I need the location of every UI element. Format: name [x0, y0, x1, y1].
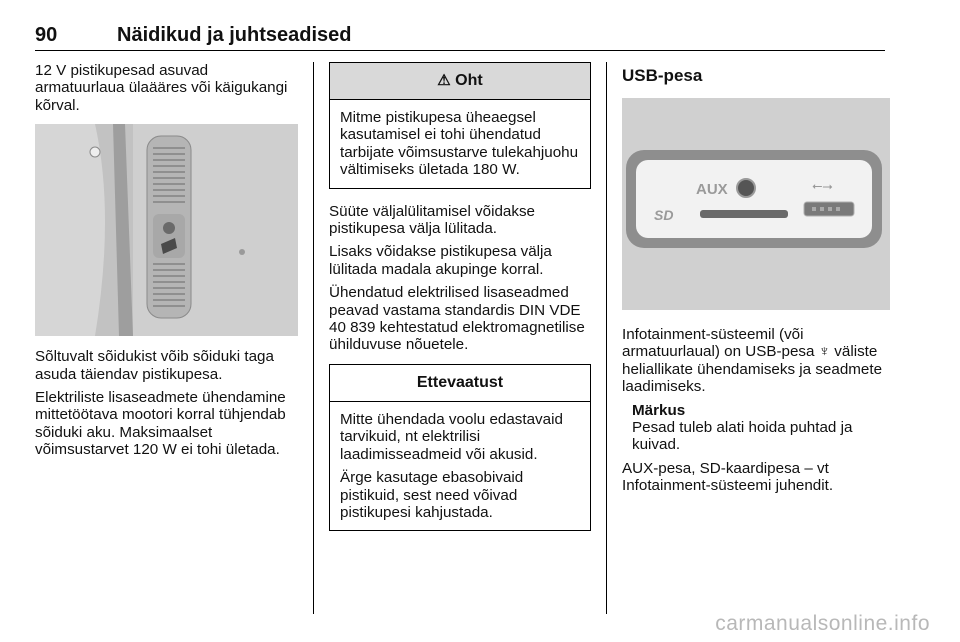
usb-description-text: Infotainment-süsteemil (või armatuurlaual) on USB-pesa ♆ väliste heliallikate ühendamiseks ja seadmete laadimiseks. — [622, 326, 883, 396]
note-text: Pesad tuleb alati hoida puhtad ja kuivad. — [632, 419, 853, 454]
battery-warning-text: Elektriliste lisaseadmete ühendamine mittetöötava mootori korral tühjendab sõiduki aku. Maksimaalset võimsustarvet 120 W ei tohi ületada. — [35, 389, 286, 459]
warning-title: Oht — [455, 72, 483, 89]
warning-text: Mitme pistikupesa üheaegsel kasutamisel ei tohi ühendatud tarbijate võimsustarve tulekahjuohu vältimiseks ületada 180 W. — [340, 109, 579, 179]
aux-label: AUX — [696, 181, 728, 198]
caution-text-2: Ärge kasutage ebasobivaid pistikuid, sest need võivad pistikupesi kahjustada. — [340, 469, 524, 521]
usb-panel-illustration — [622, 98, 890, 310]
usb-section-title: USB-pesa — [622, 66, 703, 85]
caution-text-1: Mitte ühendada voolu edastavaid tarvikuid, nt elektrilisi laadimisseadmeid või akusid. — [340, 410, 563, 463]
column-divider-1 — [313, 62, 314, 614]
aux-sd-reference-text: AUX-pesa, SD-kaardipesa – vt Infotainment-süsteemi juhendit. — [622, 459, 834, 495]
caution-header: Ettevaatust — [330, 365, 590, 402]
caution-box — [329, 364, 591, 531]
watermark: carmanualsonline.info — [715, 612, 930, 635]
note-block — [622, 402, 890, 454]
chapter-title: Näidikud ja juhtseadised — [117, 24, 352, 46]
emc-standard-text: Ühendatud elektrilised lisaseadmed peavad vastama standardis DIN VDE 40 839 kehtestatud elektromagnetilise ühilduvuse nõuetele. — [329, 284, 585, 354]
warning-box — [329, 62, 591, 189]
page-number: 90 — [35, 24, 58, 46]
warning-triangle-icon: ⚠ — [437, 72, 451, 89]
ignition-off-text: Süüte väljalülitamisel võidakse pistikupesa välja lülitada. — [329, 202, 535, 238]
column-3 — [622, 62, 890, 501]
socket-location-text: 12 V pistikupesad asuvad armatuurlaua ülaääres või käigukangi kõrval. — [35, 62, 288, 114]
usb-symbol-icon: ⭠⭢ — [812, 179, 833, 194]
page-header — [35, 18, 885, 51]
sd-label: SD — [654, 207, 674, 223]
note-title: Märkus — [632, 401, 686, 419]
door-panel-image — [35, 124, 298, 336]
column-2 — [329, 62, 591, 545]
column-1 — [35, 62, 300, 465]
warning-header — [330, 63, 590, 100]
additional-socket-text: Sõltuvalt sõidukist võib sõiduki taga asuda täiendav pistikupesa. — [35, 348, 274, 383]
column-divider-2 — [606, 62, 607, 614]
usb-aux-sd-panel-image — [622, 98, 890, 310]
power-socket-illustration — [35, 124, 298, 336]
low-battery-text: Lisaks võidakse pistikupesa välja lülitada madala akupinge korral. — [329, 243, 552, 278]
